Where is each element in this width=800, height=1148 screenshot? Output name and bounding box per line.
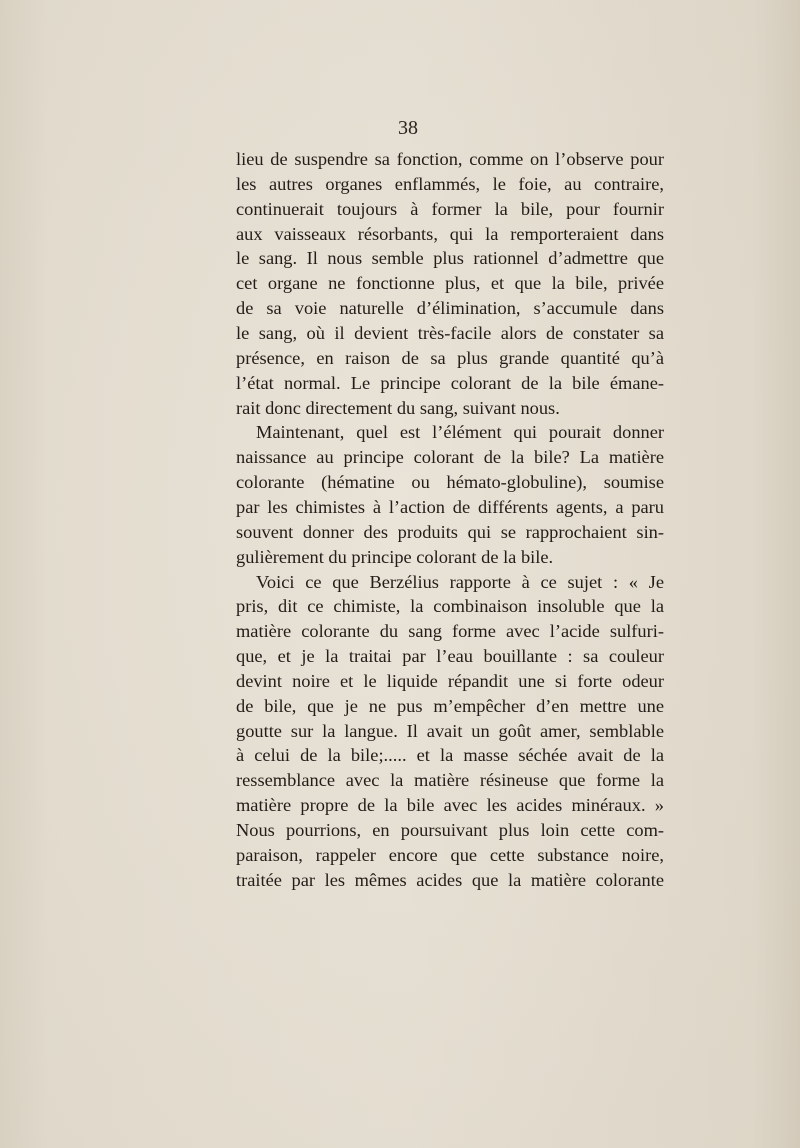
text-line: Voici ce que Berzélius rapporte à ce sujet : « Je [256,571,664,592]
text-line: l’état normal. Le principe colorant de la bile émane- [236,372,664,393]
text-line: paraison, rappeler encore que cette substance noire, [236,844,664,865]
text-line: le sang, où il devient très-facile alors de constater sa [236,323,664,343]
text-line: Nous pourrions, en poursuivant plus loin cette com- [236,820,664,840]
text-line: par les chimistes à l’action de différents agents, a paru [236,496,664,517]
text-line: traitée par les mêmes acides que la matière colorante [236,869,664,890]
text-line: pris, dit ce chimiste, la combinaison insoluble que la [236,596,664,617]
text-line: Maintenant, quel est l’élément qui pourait donner [256,422,664,443]
text-line: matière colorante du sang forme avec l’acide sulfuri- [236,621,664,642]
text-line: à celui de la bile;..... et la masse séchée avait de la [236,745,664,766]
text-line: cet organe ne fonctionne plus, et que la bile, privée [236,273,664,294]
text-line: ressemblance avec la matière résineuse que forme la [236,770,664,791]
text-line: présence, en raison de sa plus grande quantité qu’à [236,347,664,368]
page-number: 38 [398,117,418,139]
text-line: devint noire et le liquide répandit une si forte odeur [236,670,664,691]
text-line: de bile, que je ne pus m’empêcher d’en mettre une [236,695,664,716]
text-line: rait donc directement du sang, suivant nous. [236,397,560,418]
text-line: les autres organes enflammés, le foie, au contraire, [236,173,664,194]
text-line: que, et je la traitai par l’eau bouillante : sa couleur [236,646,664,666]
text-line: le sang. Il nous semble plus rationnel d’admettre que [236,248,664,269]
text-line: de sa voie naturelle d’élimination, s’accumule dans [236,298,664,319]
text-line: aux vaisseaux résorbants, qui la remporteraient dans [236,223,664,244]
text-line: naissance au principe colorant de la bile? La matière [236,447,664,468]
text-line: souvent donner des produits qui se rapprochaient sin- [236,521,664,542]
text-line: continuerait toujours à former la bile, pour fournir [236,198,664,219]
text-line: colorante (hématine ou hémato-globuline), soumise [236,472,664,493]
text-line: matière propre de la bile avec les acides minéraux. » [236,795,664,816]
text-line: goutte sur la langue. Il avait un goût amer, semblable [236,720,664,741]
text-line: gulièrement du principe colorant de la bile. [236,546,554,567]
text-line: lieu de suspendre sa fonction, comme on l’observe pour [236,149,664,169]
